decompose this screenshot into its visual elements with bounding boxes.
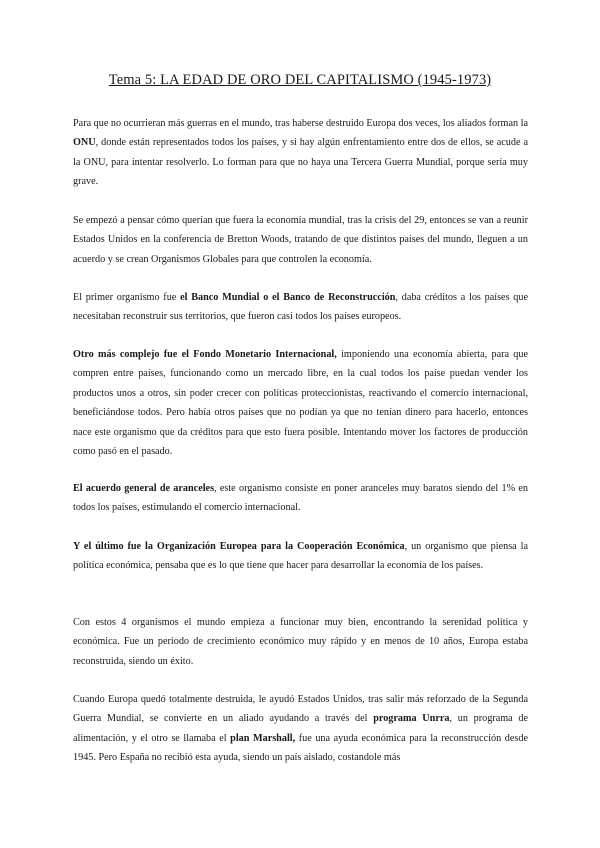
- text-run: , daba créditos a los países que necesitaban reconstruir sus territorios, que fueron casi todos los países europeos.: [73, 292, 529, 323]
- text-run: fue una ayuda económica para la reconstrucción desde 1945. Pero España no recibió esta ayuda, siendo un país aislado, costandole más: [73, 732, 528, 764]
- bold-term: Y el último fue la Organización Europea para la Cooperación Económica: [73, 541, 405, 552]
- text-run: Con estos 4 organismos el mundo empieza a funcionar muy bien, encontrando la serenidad política y económica. Fue un periodo de crecimiento económico muy rápido y en menos de 10 años, Europa estaba reconstruida, siendo un éxito.: [73, 617, 528, 667]
- paragraph-banco-mundial: [73, 288, 528, 327]
- paragraph-oece: [73, 537, 528, 576]
- paragraph-ayuda-eeuu: [73, 690, 528, 768]
- text-run: El primer organismo fue: [73, 292, 181, 303]
- bold-term: plan Marshall,: [230, 732, 296, 744]
- text-run: Cuando Europa quedó totalmente destruida, le ayudó Estados Unidos, tras salir más reforzado de la Segunda Guerra Mundial, se convierte en un aliado ayudando a través del: [73, 694, 528, 725]
- text-run: , este organismo consiste en poner aranceles muy baratos siendo del 1% en todos los países, estimulando el comercio internacional.: [73, 483, 528, 514]
- document-title: Tema 5: LA EDAD DE ORO DEL CAPITALISMO (1945-1973): [108, 72, 492, 88]
- paragraph-onu: [73, 114, 528, 192]
- paragraph-fmi: [73, 345, 528, 461]
- bold-term: El acuerdo general de aranceles: [73, 483, 215, 494]
- bold-term: Otro más complejo fue el Fondo Monetario Internacional,: [73, 349, 337, 360]
- paragraph-crecimiento: [73, 613, 528, 671]
- bold-term: ONU: [73, 137, 96, 149]
- text-run: , un programa de alimentación, y el otro se llamaba el: [73, 713, 528, 744]
- text-run: Se empezó a pensar cómo querían que fuera la economía mundial, tras la crisis del 29, entonces se van a reunir Estados Unidos en la conferencia de Bretton Woods, tratando de que distintos países del mundo, lleguen a un acuerdo y se crean Organismos Globales para que controlen la economía.: [73, 215, 528, 265]
- bold-term: programa Unrra: [373, 713, 450, 725]
- paragraph-aranceles: [73, 479, 528, 518]
- text-run: , un organismo que piensa la política económica, pensaba que es lo que tiene que hacer para desarrollar la economía de los países.: [73, 541, 528, 572]
- text-run: , donde están representados todos los países, y si hay algún enfrentamiento entre dos de ellos, se acude a la ONU, para intentar resolverlo. Lo forman para que no haya una Tercera Guerra Mundial, porque sería muy grave.: [73, 137, 528, 188]
- text-run: Para que no ocurrieran más guerras en el mundo, tras haberse destruido Europa dos veces, los aliados forman la: [73, 118, 528, 129]
- text-run: imponiendo una economía abierta, para que compren entre países, funcionando como un mercado libre, en la cual todos los paíse puedan vender los productos unos a otros, sin poder crecer con políticas proteccionistas, reactivando el comercio internacional, beneficiándose todos. Pero había otros países que no podían ya que no tenían dinero para hacerlo, entonces nace este organismo que da créditos para que esto fuera posible. Intentando mover los factores de producción como pasó en el pasado.: [73, 349, 528, 458]
- bold-term: el Banco Mundial o el Banco de Reconstrucción: [180, 292, 396, 303]
- paragraph-bretton-woods: [73, 211, 528, 269]
